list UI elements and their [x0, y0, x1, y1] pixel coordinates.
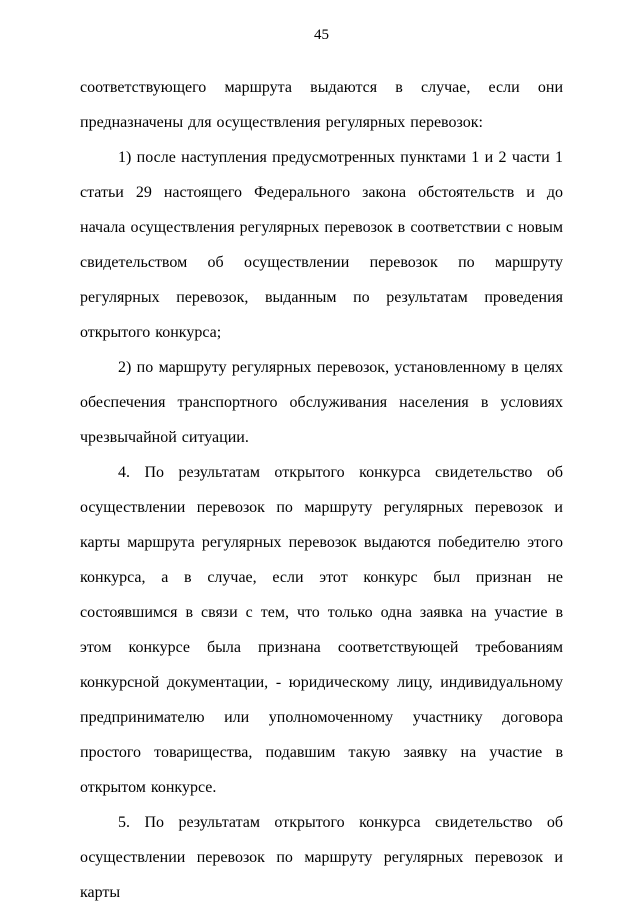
paragraph-continuation: соответствующего маршрута выдаются в случае, если они предназначены для осуществления регулярных перевозок:: [80, 79, 563, 131]
document-body: [80, 70, 563, 910]
page-number: 45: [314, 27, 329, 43]
paragraph-item-1: 1) после наступления предусмотренных пунктами 1 и 2 части 1 статьи 29 настоящего Федерального закона обстоятельств и до начала осуществления регулярных перевозок в соответствии с новым свидетельством об осуществлении перевозок по маршруту регулярных перевозок, выданным по результатам проведения открытого конкурса;: [80, 149, 563, 341]
paragraph-point-4: 4. По результатам открытого конкурса свидетельство об осуществлении перевозок по маршруту регулярных перевозок и карты маршрута регулярных перевозок выдаются победителю этого конкурса, а в случае, если этот конкурс был признан не состоявшимся в связи с тем, что только одна заявка на участие в этом конкурсе была признана соответствующей требованиям конкурсной документации, - юридическому лицу, индивидуальному предпринимателю или уполномоченному участнику договора простого товарищества, подавшим такую заявку на участие в открытом конкурсе.: [80, 464, 563, 796]
paragraph-item-2: 2) по маршруту регулярных перевозок, установленному в целях обеспечения транспортного обслуживания населения в условиях чрезвычайной ситуации.: [80, 359, 563, 446]
paragraph-point-5: 5. По результатам открытого конкурса свидетельство об осуществлении перевозок по маршруту регулярных перевозок и карты: [80, 814, 563, 901]
